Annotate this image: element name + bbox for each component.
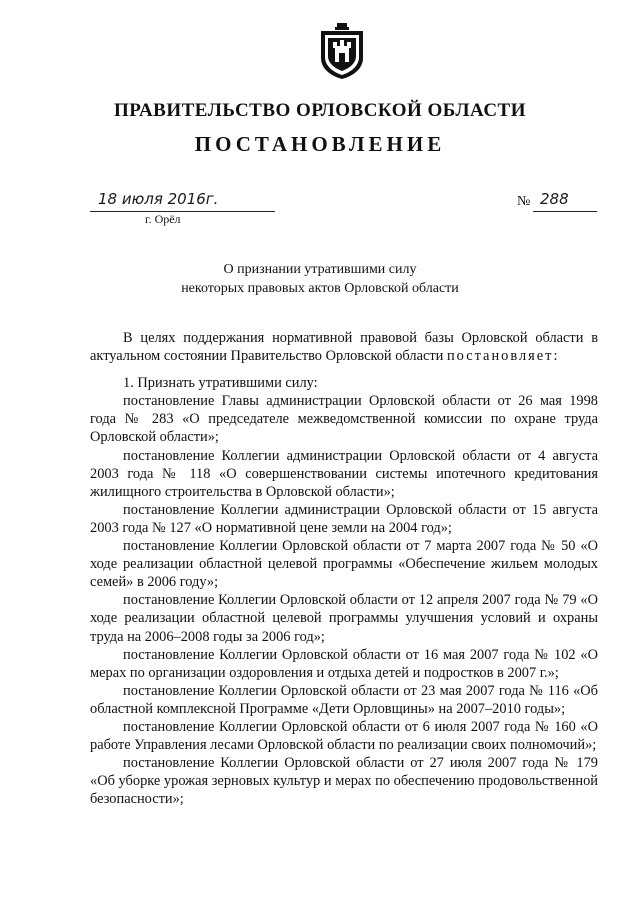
list-item: постановление Коллегии Орловской области от 7 марта 2007 года № 50 «О ходе реализации областной целевой программы «Обеспечение жильем молодых семей» в 2006 году»;	[90, 538, 598, 591]
list-item: постановление Коллегии Орловской области от 6 июля 2007 года № 160 «О работе Управления лесами Орловской области по реализации своих полномочий»;	[90, 718, 598, 754]
list-item: постановление Коллегии Орловской области от 12 апреля 2007 года № 79 «О ходе реализации областной целевой программы улучшения условий и охраны труда на 2006–2008 годы за 2006 год»;	[90, 592, 598, 645]
list-item: постановление Коллегии Орловской области от 27 июля 2007 года № 179 «Об уборке урожая зерновых культур и мерах по обеспечению продовольственной безопасности»;	[90, 755, 598, 808]
preamble-verb: постановляет	[446, 348, 554, 365]
list-item: постановление Коллегии администрации Орловской области от 4 августа 2003 года № 118 «О совершенствовании системы ипотечного кредитования жилищного строительства в Орловской области»;	[90, 447, 598, 500]
subject-line-2: некоторых правовых актов Орловской области	[181, 281, 459, 296]
document-date: 18 июля 2016г.	[98, 190, 219, 208]
preamble-text: В целях поддержания нормативной правовой базы Орловской области в актуальном состоянии Правительство Орловской области	[90, 330, 598, 365]
number-label: №	[517, 194, 531, 209]
document-subject	[0, 260, 640, 298]
list-item: постановление Коллегии администрации Орловской области от 15 августа 2003 года № 127 «О нормативной цене земли на 2004 год»;	[90, 501, 598, 536]
coat-of-arms-icon	[318, 22, 366, 80]
document-city: г. Орёл	[145, 212, 181, 226]
list-item: 1. Признать утратившими силу:	[123, 375, 318, 392]
document-body	[90, 329, 598, 808]
list-item: постановление Коллегии Орловской области от 23 мая 2007 года № 116 «Об областной комплексной Программе «Дети Орловщины» на 2007–2010 годы»;	[90, 682, 598, 717]
preamble	[90, 329, 598, 365]
list-item: постановление Главы администрации Орловской области от 26 мая 1998 года № 283 «О председателе межведомственной комиссии по охране труда Орловской области»;	[90, 393, 598, 446]
document-number: 288	[540, 190, 569, 208]
preamble-end: :	[553, 348, 558, 365]
subject-line-1: О признании утратившими силу	[223, 262, 417, 277]
government-title: ПРАВИТЕЛЬСТВО ОРЛОВСКОЙ ОБЛАСТИ	[113, 100, 526, 121]
list-item: постановление Коллегии Орловской области от 16 мая 2007 года № 102 «О мерах по организации оздоровления и отдыха детей и подростков в 2007 г.»;	[90, 646, 598, 681]
document-type: ПОСТАНОВЛЕНИЕ	[194, 132, 446, 156]
